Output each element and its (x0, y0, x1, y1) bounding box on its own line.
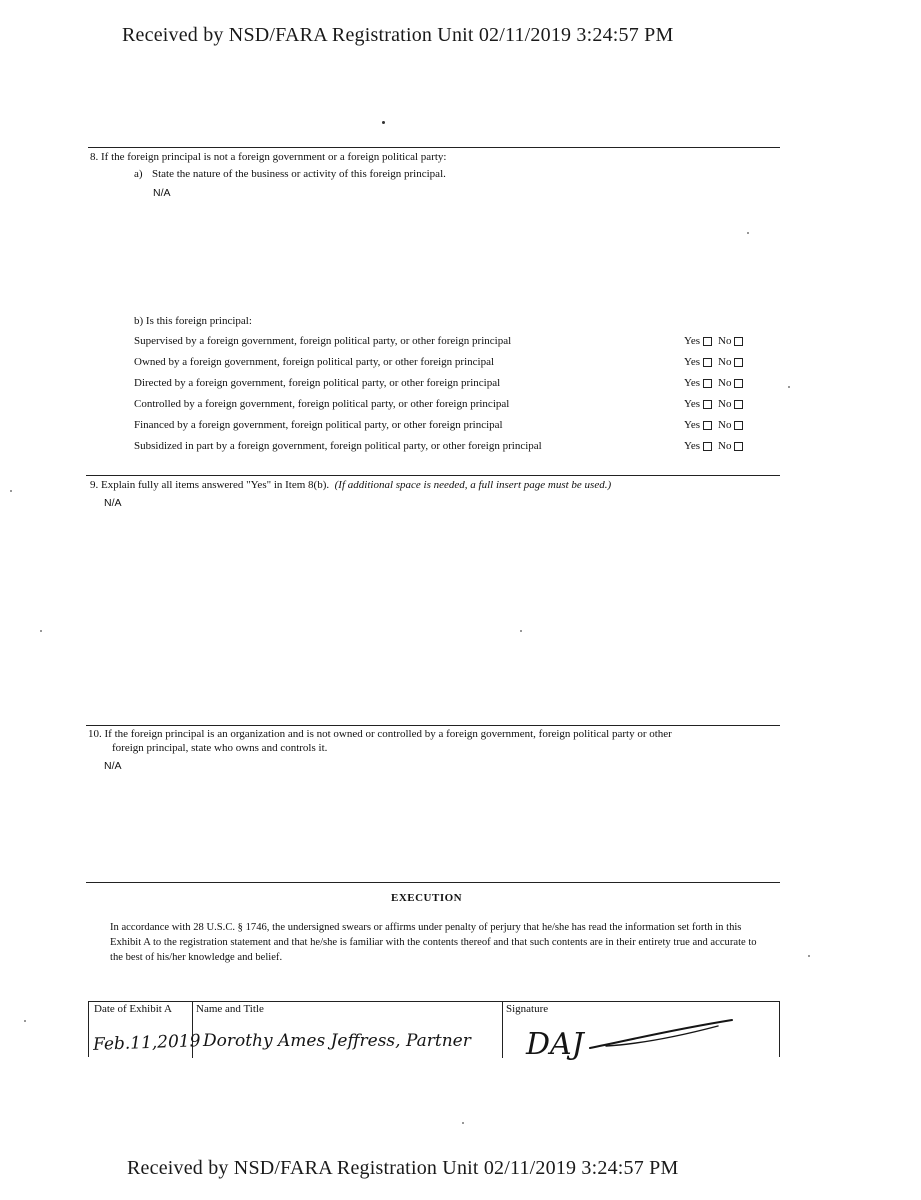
signature-label: Signature (506, 1003, 549, 1015)
received-stamp-bottom: Received by NSD/FARA Registration Unit 02/11/2019 3:24:57 PM (127, 1157, 679, 1179)
row-directed-yes-no (684, 377, 749, 389)
item8b-label: b) Is this foreign principal: (134, 315, 252, 327)
divider-name-signature (502, 1002, 503, 1058)
row-subsidized-yes-no (684, 440, 749, 452)
row-financed-text: Financed by a foreign government, foreign political party, or other foreign principal (134, 419, 503, 431)
row-owned-yes-no (684, 356, 749, 368)
no-label: No (718, 419, 732, 431)
item10-answer: N/A (104, 760, 122, 772)
row-owned-text: Owned by a foreign government, foreign political party, or other foreign principal (134, 356, 495, 368)
execution-title: EXECUTION (391, 892, 463, 904)
yes-checkbox[interactable] (703, 421, 712, 430)
yes-label: Yes (684, 356, 701, 368)
no-label: No (718, 440, 732, 452)
yes-label: Yes (684, 440, 701, 452)
item8a-question: State the nature of the business or activity of this foreign principal. (152, 168, 446, 180)
row-subsidized-text: Subsidized in part by a foreign government, foreign political party, or other foreign principal (134, 440, 542, 452)
item9-question: 9. Explain fully all items answered "Yes" in Item 8(b). (90, 479, 330, 491)
item10-question-line2: foreign principal, state who owns and controls it. (112, 742, 328, 754)
scan-speck (10, 490, 12, 492)
received-stamp-top: Received by NSD/FARA Registration Unit 02/11/2019 3:24:57 PM (122, 24, 674, 46)
scan-speck (808, 955, 810, 957)
name-title-label: Name and Title (196, 1003, 264, 1015)
yes-checkbox[interactable] (703, 358, 712, 367)
handwritten-name-title: Dorothy Ames Jeffress, Partner (203, 1031, 471, 1051)
no-checkbox[interactable] (734, 442, 743, 451)
yes-checkbox[interactable] (703, 337, 712, 346)
row-directed-text: Directed by a foreign government, foreign political party, or other foreign principal (134, 377, 501, 389)
no-checkbox[interactable] (734, 337, 743, 346)
yes-label: Yes (684, 335, 701, 347)
scan-speck (462, 1122, 464, 1124)
item10-question-line1: 10. If the foreign principal is an organization and is not owned or controlled by a foreign government, foreign political party or other (88, 728, 672, 740)
no-checkbox[interactable] (734, 421, 743, 430)
no-label: No (718, 335, 732, 347)
no-checkbox[interactable] (734, 379, 743, 388)
date-label: Date of Exhibit A (94, 1003, 172, 1015)
section-divider-10 (86, 725, 780, 726)
no-label: No (718, 377, 732, 389)
no-checkbox[interactable] (734, 358, 743, 367)
handwritten-date: Feb.11,2019 (92, 1031, 201, 1055)
execution-statement: In accordance with 28 U.S.C. § 1746, the undersigned swears or affirms under penalty of perjury that he/she has read the information set forth in this Exhibit A to the registration statement and that he/she is familiar with the contents thereof and that such contents are in their entirety true and accurate to the best of his/her knowledge and belief. (110, 922, 757, 963)
signature-stroke (590, 1020, 732, 1048)
yes-checkbox[interactable] (703, 379, 712, 388)
no-label: No (718, 398, 732, 410)
row-controlled-text: Controlled by a foreign government, foreign political party, or other foreign principal (134, 398, 510, 410)
scan-speck (788, 386, 790, 388)
item8a-answer: N/A (153, 187, 171, 199)
yes-checkbox[interactable] (703, 442, 712, 451)
row-controlled-yes-no (684, 398, 749, 410)
no-checkbox[interactable] (734, 400, 743, 409)
scan-speck (40, 630, 42, 632)
item9-instruction: (If additional space is needed, a full insert page must be used.) (334, 479, 612, 491)
scan-speck (382, 121, 385, 124)
section-divider-9 (86, 475, 780, 476)
scan-speck (24, 1020, 26, 1022)
item8a-marker: a) (134, 168, 143, 180)
yes-label: Yes (684, 377, 701, 389)
section-divider-execution (86, 882, 780, 883)
yes-label: Yes (684, 419, 701, 431)
scan-speck (747, 232, 749, 234)
row-supervised-yes-no (684, 335, 749, 347)
row-financed-yes-no (684, 419, 749, 431)
yes-checkbox[interactable] (703, 400, 712, 409)
item9-answer: N/A (104, 497, 122, 509)
yes-label: Yes (684, 398, 701, 410)
row-supervised-text: Supervised by a foreign government, foreign political party, or other foreign principal (134, 335, 512, 347)
signature-stroke-2 (606, 1026, 718, 1046)
signature-scrawl (520, 1016, 760, 1066)
signature-initials: DAJ (526, 1027, 584, 1062)
section-divider-8 (88, 147, 780, 148)
no-label: No (718, 356, 732, 368)
item9-heading (90, 479, 611, 491)
scan-speck (520, 630, 522, 632)
item8-question: 8. If the foreign principal is not a foreign government or a foreign political party: (90, 151, 447, 163)
